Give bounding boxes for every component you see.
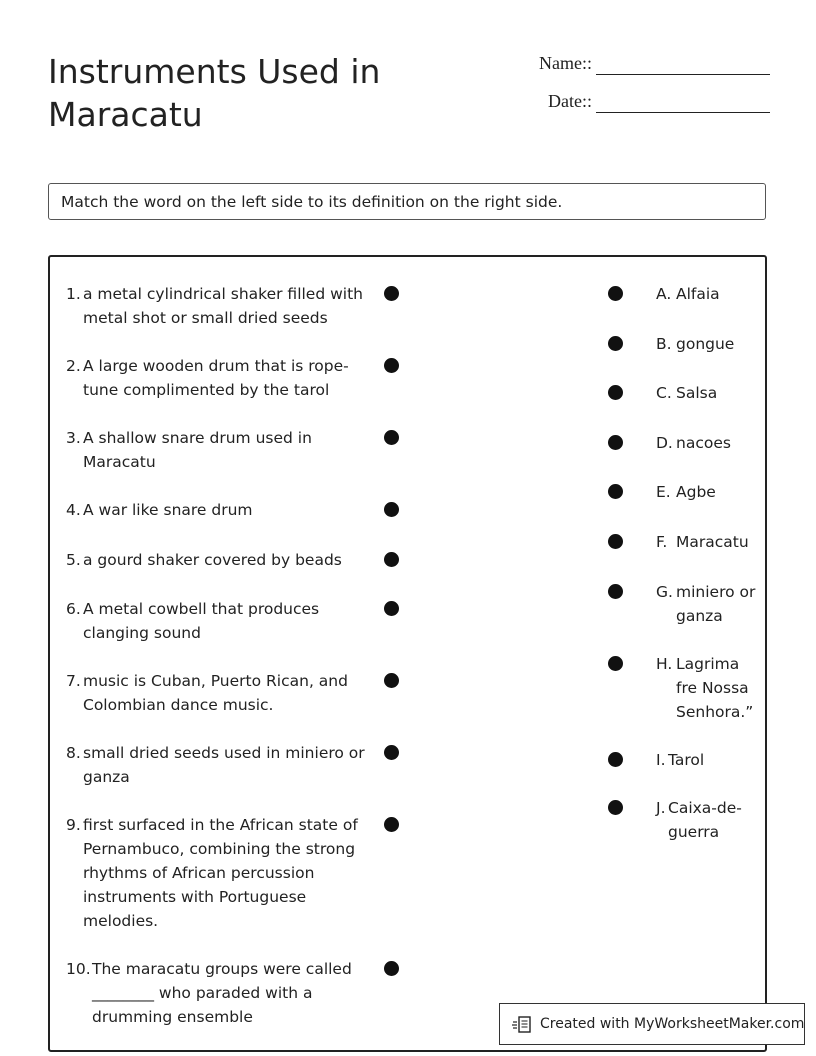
question-text: A metal cowbell that produces clanging sound (83, 600, 320, 642)
question-item (66, 426, 366, 474)
question-number: 10. (66, 960, 91, 978)
question-match-dot[interactable] (384, 601, 399, 616)
name-blank-line[interactable] (596, 74, 770, 75)
question-text: A war like snare drum (83, 501, 253, 519)
question-text: A large wooden drum that is rope-tune complimented by the tarol (83, 357, 349, 399)
question-number: 3. (66, 429, 81, 447)
worksheet-maker-logo-icon (512, 1015, 534, 1035)
question-text: first surfaced in the African state of Pernambuco, combining the strong rhythms of African percussion instruments with Portuguese melodies. (83, 816, 358, 930)
answer-item (656, 431, 766, 455)
answer-letter: I. (656, 751, 666, 769)
question-item (66, 354, 366, 402)
question-text: a gourd shaker covered by beads (83, 551, 342, 569)
answer-match-dot[interactable] (608, 385, 623, 400)
question-text: small dried seeds used in miniero or ganza (83, 744, 365, 786)
question-match-dot[interactable] (384, 286, 399, 301)
answer-item (656, 748, 766, 772)
question-match-dot[interactable] (384, 673, 399, 688)
answer-letter: B. (656, 335, 672, 353)
date-label: Date:: (548, 91, 592, 111)
question-text: The maracatu groups were called ________ who paraded with a drumming ensemble (92, 960, 352, 1026)
question-number: 5. (66, 551, 81, 569)
answer-text: Salsa (676, 384, 718, 402)
question-item (66, 813, 366, 933)
question-number: 1. (66, 285, 81, 303)
answer-item (656, 480, 766, 504)
question-item (66, 597, 366, 645)
answer-match-dot[interactable] (608, 484, 623, 499)
answer-match-dot[interactable] (608, 435, 623, 450)
question-match-dot[interactable] (384, 430, 399, 445)
answer-item (656, 332, 766, 356)
answer-match-dot[interactable] (608, 336, 623, 351)
question-match-dot[interactable] (384, 502, 399, 517)
answer-text: Agbe (676, 483, 716, 501)
answer-item (656, 381, 766, 405)
answer-letter: G. (656, 583, 673, 601)
question-item (66, 741, 366, 789)
question-match-dot[interactable] (384, 358, 399, 373)
answer-text: Maracatu (676, 533, 749, 551)
created-with-badge[interactable] (499, 1003, 805, 1045)
answer-letter: J. (656, 799, 666, 817)
question-match-dot[interactable] (384, 552, 399, 567)
answer-item (656, 530, 766, 554)
question-number: 7. (66, 672, 81, 690)
instructions-box: Match the word on the left side to its definition on the right side. (48, 183, 766, 220)
answer-letter: A. (656, 285, 672, 303)
question-item (66, 548, 366, 572)
answer-match-dot[interactable] (608, 286, 623, 301)
answer-item (656, 652, 756, 724)
name-label: Name:: (539, 53, 592, 73)
date-blank-line[interactable] (596, 112, 770, 113)
answer-text: gongue (676, 335, 735, 353)
answer-text: Alfaia (676, 285, 720, 303)
answer-item (656, 282, 766, 306)
answer-item (656, 796, 746, 844)
answer-match-dot[interactable] (608, 800, 623, 815)
answer-text: miniero or ganza (676, 583, 756, 625)
question-match-dot[interactable] (384, 745, 399, 760)
question-item (66, 957, 366, 1029)
answer-letter: F. (656, 533, 668, 551)
answer-item (656, 580, 756, 628)
credit-text[interactable]: Created with MyWorksheetMaker.com (540, 1016, 805, 1032)
question-text: A shallow snare drum used in Maracatu (83, 429, 312, 471)
answer-letter: H. (656, 655, 673, 673)
question-item (66, 282, 366, 330)
answer-text: Caixa-de-guerra (668, 799, 742, 841)
question-match-dot[interactable] (384, 817, 399, 832)
answer-text: nacoes (676, 434, 731, 452)
question-match-dot[interactable] (384, 961, 399, 976)
question-text: music is Cuban, Puerto Rican, and Colombian dance music. (83, 672, 348, 714)
answer-text: Lagrima fre Nossa Senhora.” (676, 655, 754, 721)
answer-match-dot[interactable] (608, 752, 623, 767)
question-item (66, 498, 366, 522)
worksheet-title: Instruments Used in Maracatu (48, 52, 381, 134)
answer-text: Tarol (668, 751, 705, 769)
answer-match-dot[interactable] (608, 584, 623, 599)
answer-match-dot[interactable] (608, 534, 623, 549)
question-number: 9. (66, 816, 81, 834)
answer-match-dot[interactable] (608, 656, 623, 671)
answer-letter: D. (656, 434, 673, 452)
question-number: 4. (66, 501, 81, 519)
question-number: 6. (66, 600, 81, 618)
answer-letter: E. (656, 483, 671, 501)
question-text: a metal cylindrical shaker filled with metal shot or small dried seeds (83, 285, 363, 327)
answer-letter: C. (656, 384, 672, 402)
question-item (66, 669, 366, 717)
question-number: 8. (66, 744, 81, 762)
question-number: 2. (66, 357, 81, 375)
